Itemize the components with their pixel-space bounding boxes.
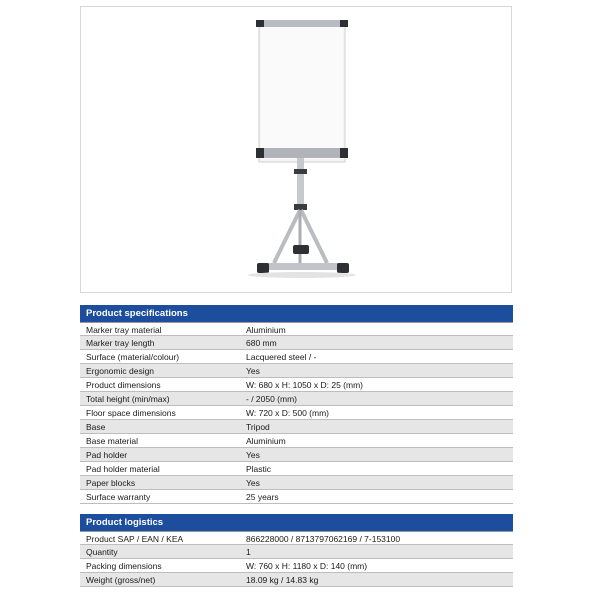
spec-value: Yes [246,366,260,376]
spec-value: W: 720 x D: 500 (mm) [246,408,329,418]
logistics-row [80,559,513,573]
spec-label: Ergonomic design [86,366,155,376]
spec-label: Surface (material/colour) [86,352,180,362]
logistics-row [80,545,513,559]
spec-label: Product dimensions [86,380,161,390]
flipchart-easel-image [81,7,513,294]
spec-value: 25 years [246,492,279,502]
spec-row [80,420,513,434]
logistics-value: W: 760 x H: 1180 x D: 140 (mm) [246,561,368,571]
spec-row [80,434,513,448]
spec-row [80,350,513,364]
spec-value: 680 mm [246,338,277,348]
logistics-label: Weight (gross/net) [86,575,156,585]
spec-row [80,364,513,378]
logistics-value: 18.09 kg / 14.83 kg [246,575,319,585]
spec-value: Tripod [246,422,270,432]
spec-value: Aluminium [246,325,286,335]
spec-value: Aluminium [246,436,286,446]
spec-label: Base [86,422,106,432]
spec-label: Surface warranty [86,492,151,502]
logistics-row [80,573,513,587]
product-image-frame [80,6,512,293]
spec-row [80,336,513,350]
spec-value: Yes [246,450,260,460]
spec-row [80,476,513,490]
spec-value: Plastic [246,464,272,474]
spec-row [80,448,513,462]
spec-value: Lacquered steel / - [246,352,317,362]
spec-row [80,406,513,420]
logistics-value: 866228000 / 8713797062169 / 7-153100 [246,534,401,544]
spec-label: Base material [86,436,138,446]
spec-row [80,462,513,476]
spec-label: Marker tray material [86,325,162,335]
section-header-specifications: Product specifications [80,305,513,322]
spec-label: Pad holder material [86,464,160,474]
product-logistics-table [80,514,513,587]
spec-row [80,392,513,406]
logistics-value: 1 [246,547,251,557]
spec-label: Marker tray length [86,338,155,348]
product-specifications-table [80,305,513,504]
spec-value: W: 680 x H: 1050 x D: 25 (mm) [246,380,363,390]
spec-label: Total height (min/max) [86,394,170,404]
spec-value: Yes [246,478,260,488]
spec-row [80,322,513,336]
spec-row [80,378,513,392]
spec-label: Pad holder [86,450,128,460]
logistics-label: Packing dimensions [86,561,162,571]
logistics-label: Product SAP / EAN / KEA [86,534,184,544]
spec-label: Floor space dimensions [86,408,176,418]
spec-row [80,490,513,504]
spec-label: Paper blocks [86,478,136,488]
logistics-label: Quantity [86,547,118,557]
spec-value: - / 2050 (mm) [246,394,298,404]
logistics-row [80,531,513,545]
section-header-logistics: Product logistics [80,514,513,531]
